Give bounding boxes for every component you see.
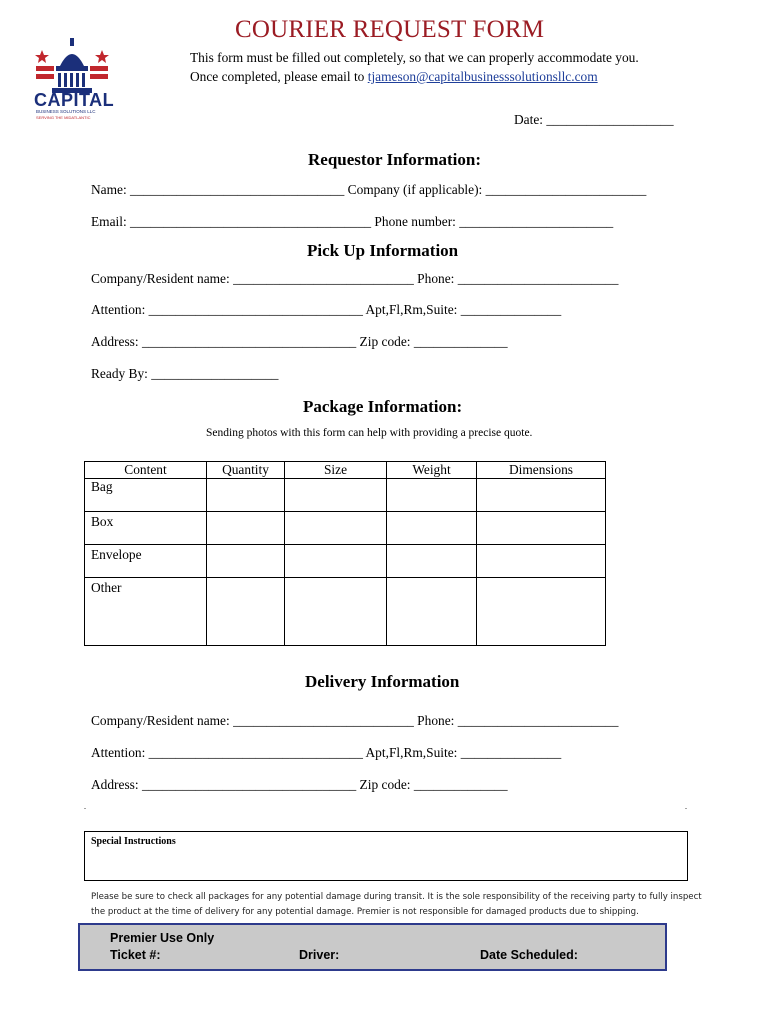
row-label-bag: Bag: [85, 479, 207, 512]
ticket-label: Ticket #:: [110, 948, 161, 962]
cell-input[interactable]: [285, 578, 387, 646]
logo-subtitle: BUSINESS SOLUTIONS LLC: [36, 109, 96, 114]
cell-input[interactable]: [477, 512, 606, 545]
premier-title: Premier Use Only: [110, 931, 215, 945]
special-instructions-label: Special Instructions: [91, 836, 176, 847]
pickup-address-zip-field[interactable]: Address: ________________________________ Zip code: ______________: [91, 334, 508, 349]
row-label-envelope: Envelope: [85, 545, 207, 578]
cell-input[interactable]: [207, 545, 285, 578]
special-instructions-box[interactable]: [84, 831, 688, 881]
cell-input[interactable]: [207, 512, 285, 545]
delivery-address-zip-field[interactable]: Address: ________________________________ Zip code: ______________: [91, 777, 508, 792]
delivery-attention-suite-field[interactable]: Attention: ________________________________ Apt,Fl,Rm,Suite: _______________: [91, 745, 562, 760]
intro-line-2-prefix: Once completed, please email to: [190, 69, 368, 84]
package-table-header: [85, 462, 606, 479]
intro-line-1: This form must be filled out completely, so that we can properly accommodate you.: [190, 50, 639, 65]
premier-use-only-box: [78, 923, 667, 971]
table-row: [85, 479, 606, 512]
package-table: [84, 461, 606, 646]
logo-name: CAPITAL: [34, 90, 115, 110]
cell-input[interactable]: [285, 479, 387, 512]
disclaimer-line-2: the product at the time of delivery for any potential damage. Premier is not responsible for damaged products due to shipping.: [91, 907, 639, 917]
cell-input[interactable]: [387, 479, 477, 512]
row-label-other: Other: [85, 578, 207, 646]
package-heading: Package Information:: [303, 397, 463, 416]
cell-input[interactable]: [207, 479, 285, 512]
delivery-heading: Delivery Information: [305, 672, 460, 691]
divider-dot-right: .: [685, 802, 687, 811]
requestor-heading: Requestor Information:: [308, 150, 481, 169]
table-row: [85, 512, 606, 545]
requestor-name-company-field[interactable]: Name: ________________________________ Company (if applicable): ________________________: [91, 182, 647, 197]
col-weight: Weight: [387, 462, 477, 479]
cell-input[interactable]: [477, 479, 606, 512]
delivery-company-phone-field[interactable]: Company/Resident name: ___________________________ Phone: ________________________: [91, 713, 619, 728]
col-dimensions: Dimensions: [477, 462, 606, 479]
col-quantity: Quantity: [207, 462, 285, 479]
cell-input[interactable]: [207, 578, 285, 646]
company-logo: [32, 36, 115, 120]
intro-line-2: [190, 69, 598, 85]
row-label-box: Box: [85, 512, 207, 545]
requestor-email-phone-field[interactable]: Email: ____________________________________ Phone number: _______________________: [91, 214, 614, 229]
email-link[interactable]: tjameson@capitalbusinesssolutionsllc.com: [367, 69, 598, 84]
disclaimer-line-1: Please be sure to check all packages for any potential damage during transit. It is the sole responsibility of the receiving party to fully inspect: [91, 892, 702, 902]
form-title: COURIER REQUEST FORM: [235, 16, 545, 43]
pickup-attention-suite-field[interactable]: Attention: ________________________________ Apt,Fl,Rm,Suite: _______________: [91, 302, 562, 317]
col-content: Content: [85, 462, 207, 479]
divider-dot-left: .: [84, 802, 86, 811]
cell-input[interactable]: [477, 545, 606, 578]
cell-input[interactable]: [387, 512, 477, 545]
package-note: Sending photos with this form can help with providing a precise quote.: [206, 427, 533, 439]
cell-input[interactable]: [477, 578, 606, 646]
cell-input[interactable]: [285, 512, 387, 545]
pickup-company-phone-field[interactable]: Company/Resident name: ___________________________ Phone: ________________________: [91, 271, 619, 286]
cell-input[interactable]: [387, 545, 477, 578]
pickup-heading: Pick Up Information: [307, 241, 459, 260]
date-field[interactable]: Date: ___________________: [514, 112, 674, 127]
pickup-ready-by-field[interactable]: Ready By: ___________________: [91, 366, 279, 381]
cell-input[interactable]: [387, 578, 477, 646]
date-scheduled-label: Date Scheduled:: [480, 948, 578, 962]
driver-label: Driver:: [299, 948, 340, 962]
table-row: [85, 545, 606, 578]
capitol-dome-icon: [32, 36, 112, 96]
table-row: [85, 578, 606, 646]
col-size: Size: [285, 462, 387, 479]
cell-input[interactable]: [285, 545, 387, 578]
logo-tagline: SERVING THE MIDATLANTIC: [36, 115, 91, 120]
